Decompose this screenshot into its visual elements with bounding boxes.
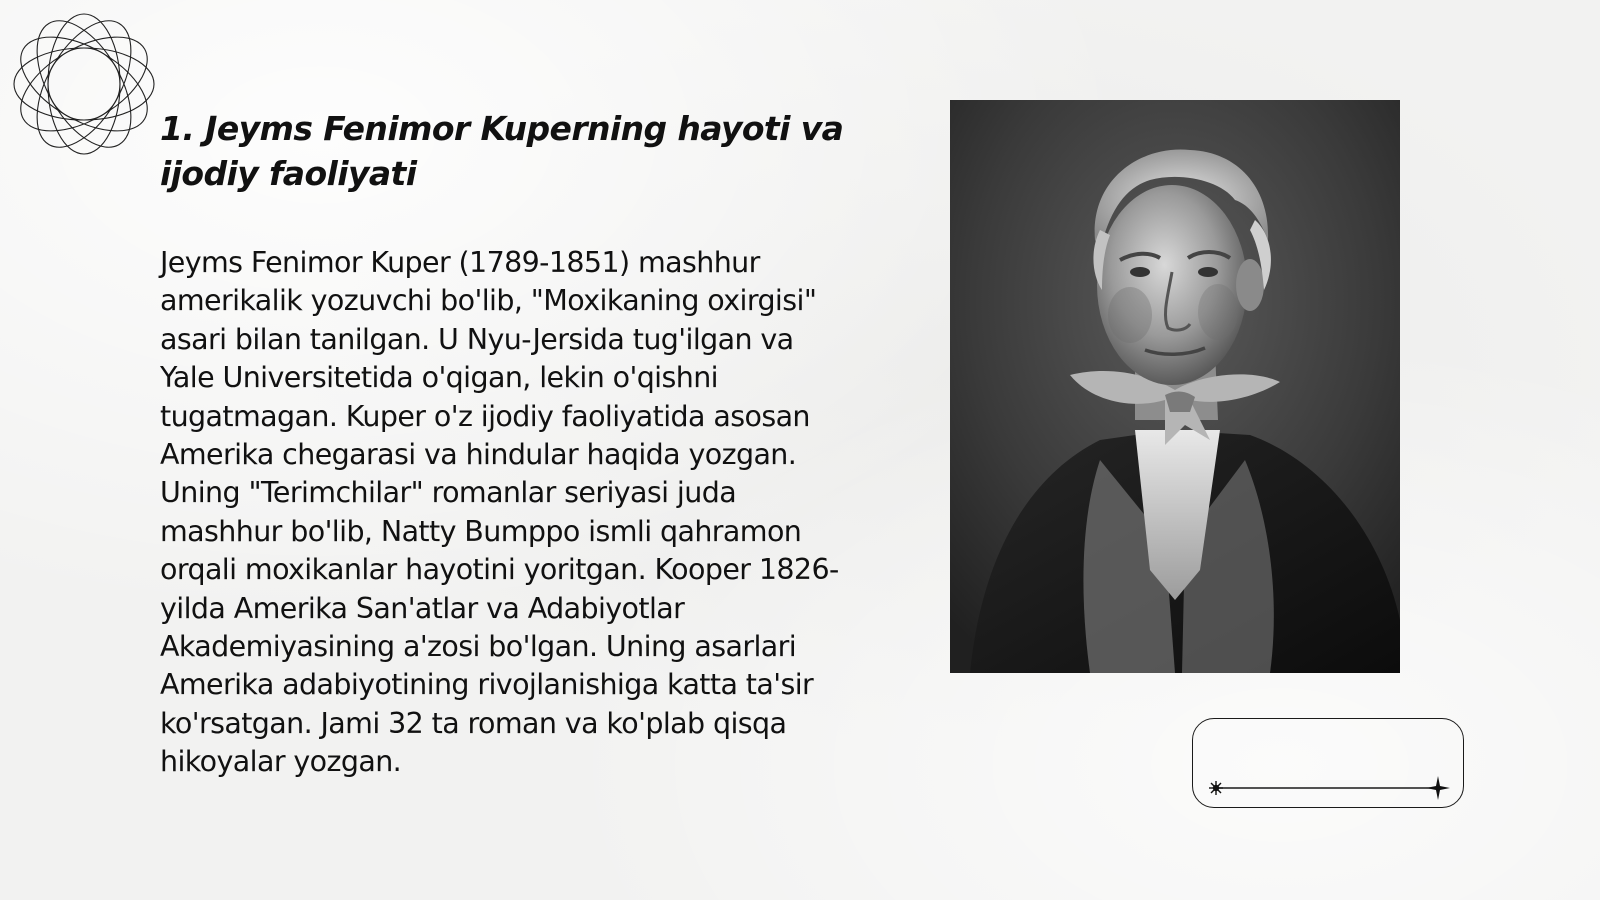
star-cross-icon xyxy=(1426,776,1450,800)
slide-body-text: Jeyms Fenimor Kuper (1789-1851) mashhur amerikalik yozuvchi bo'lib, "Moxikaning oxirgisi" asari bilan tanilgan. U Nyu-Jersida tug'ilgan va Yale Universitetida o'qigan, lekin o'qishni tugatmagan. Kuper o'z ijodiy faoliyatida asosan Amerika chegarasi va hindular haqida yozgan. Uning "Terimchilar" romanlar seriyasi juda mashhur bo'lib, Natty Bumppo ismli qahramon orqali moxikanlar hayotini yoritgan. Kooper 1826-yilda Amerika San'atlar va Adabiyotlar Akademiyasining a'zosi bo'lgan. Uning asarlari Amerika adabiyotining rivojlanishiga katta ta'sir ko'rsatgan. Jami 32 ta roman va ko'plab qisqa hikoyalar yozgan. xyxy=(160,246,839,779)
author-portrait-image xyxy=(950,100,1400,673)
sparkle-icon xyxy=(1209,781,1223,795)
slide-title: 1. Jeyms Fenimor Kuperning hayoti va ijodiy faoliyati xyxy=(160,109,844,193)
circular-line-ornament-icon xyxy=(10,10,158,158)
decorative-timeline-line xyxy=(1192,718,1464,808)
